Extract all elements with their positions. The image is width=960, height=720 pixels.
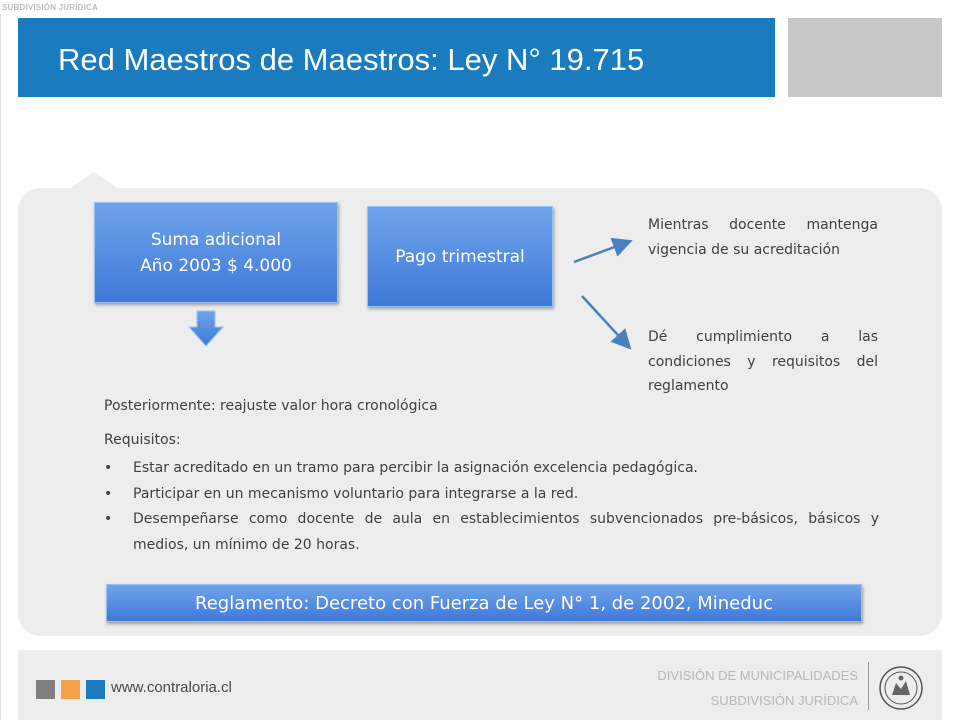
division-name: DIVISIÓN DE MUNICIPALIDADES bbox=[657, 668, 858, 683]
list-item bbox=[104, 482, 879, 508]
reglamento-text: Reglamento: Decreto con Fuerza de Ley N° 1, de 2002, Mineduc bbox=[195, 592, 773, 614]
bullet-icon: • bbox=[104, 460, 113, 476]
requisitos-list bbox=[104, 456, 879, 558]
requisito-text: Desempeñarse como docente de aula en establecimientos subvencionados pre-básicos, básicos y medios, un mínimo de 20 horas. bbox=[133, 511, 879, 553]
logo-square-grey bbox=[36, 680, 55, 699]
suma-line-2: Año 2003 $ 4.000 bbox=[140, 255, 292, 276]
condition-reglamento: Dé cumplimiento a las condiciones y requisitos del reglamento bbox=[648, 329, 878, 394]
title-bar bbox=[18, 18, 775, 97]
website-link[interactable]: www.contraloria.cl bbox=[111, 679, 232, 696]
suma-adicional-box bbox=[94, 202, 338, 303]
footer-division bbox=[657, 663, 858, 713]
logo-square-blue bbox=[86, 680, 105, 699]
arrow-up-right-icon bbox=[574, 242, 628, 262]
condition-vigencia: Mientras docente mantenga vigencia de su acreditación bbox=[648, 217, 878, 258]
requisito-text: Participar en un mecanismo voluntario para integrarse a la red. bbox=[133, 485, 579, 502]
header-accent-square bbox=[788, 18, 942, 97]
footer-divider bbox=[868, 662, 869, 710]
list-item bbox=[104, 507, 879, 558]
requisito-text: Estar acreditado en un tramo para percibir la asignación excelencia pedagógica. bbox=[133, 460, 699, 476]
slide-title: Red Maestros de Maestros: Ley N° 19.715 bbox=[58, 42, 645, 77]
corner-tag: SUBDIVISIÓN JURÍDICA bbox=[2, 3, 99, 12]
arrow-down-right-icon bbox=[582, 296, 628, 346]
bullet-icon: • bbox=[104, 511, 113, 527]
suma-line-1: Suma adicional bbox=[150, 229, 282, 250]
pago-trimestral-box bbox=[367, 206, 553, 307]
reglamento-banner bbox=[106, 584, 862, 622]
contraloria-seal-icon bbox=[878, 665, 924, 711]
bullet-icon: • bbox=[104, 485, 113, 502]
list-item bbox=[104, 456, 879, 482]
down-arrow-icon bbox=[188, 310, 224, 348]
pago-label: Pago trimestral bbox=[395, 246, 525, 267]
left-rule bbox=[0, 14, 1, 720]
posteriormente-text: Posteriormente: reajuste valor hora cronológica bbox=[104, 398, 438, 414]
requisitos-label: Requisitos: bbox=[104, 432, 181, 448]
subdivision-name: SUBDIVISIÓN JURÍDICA bbox=[710, 693, 858, 708]
logo-square-orange bbox=[61, 680, 80, 699]
branch-arrows bbox=[560, 220, 640, 360]
